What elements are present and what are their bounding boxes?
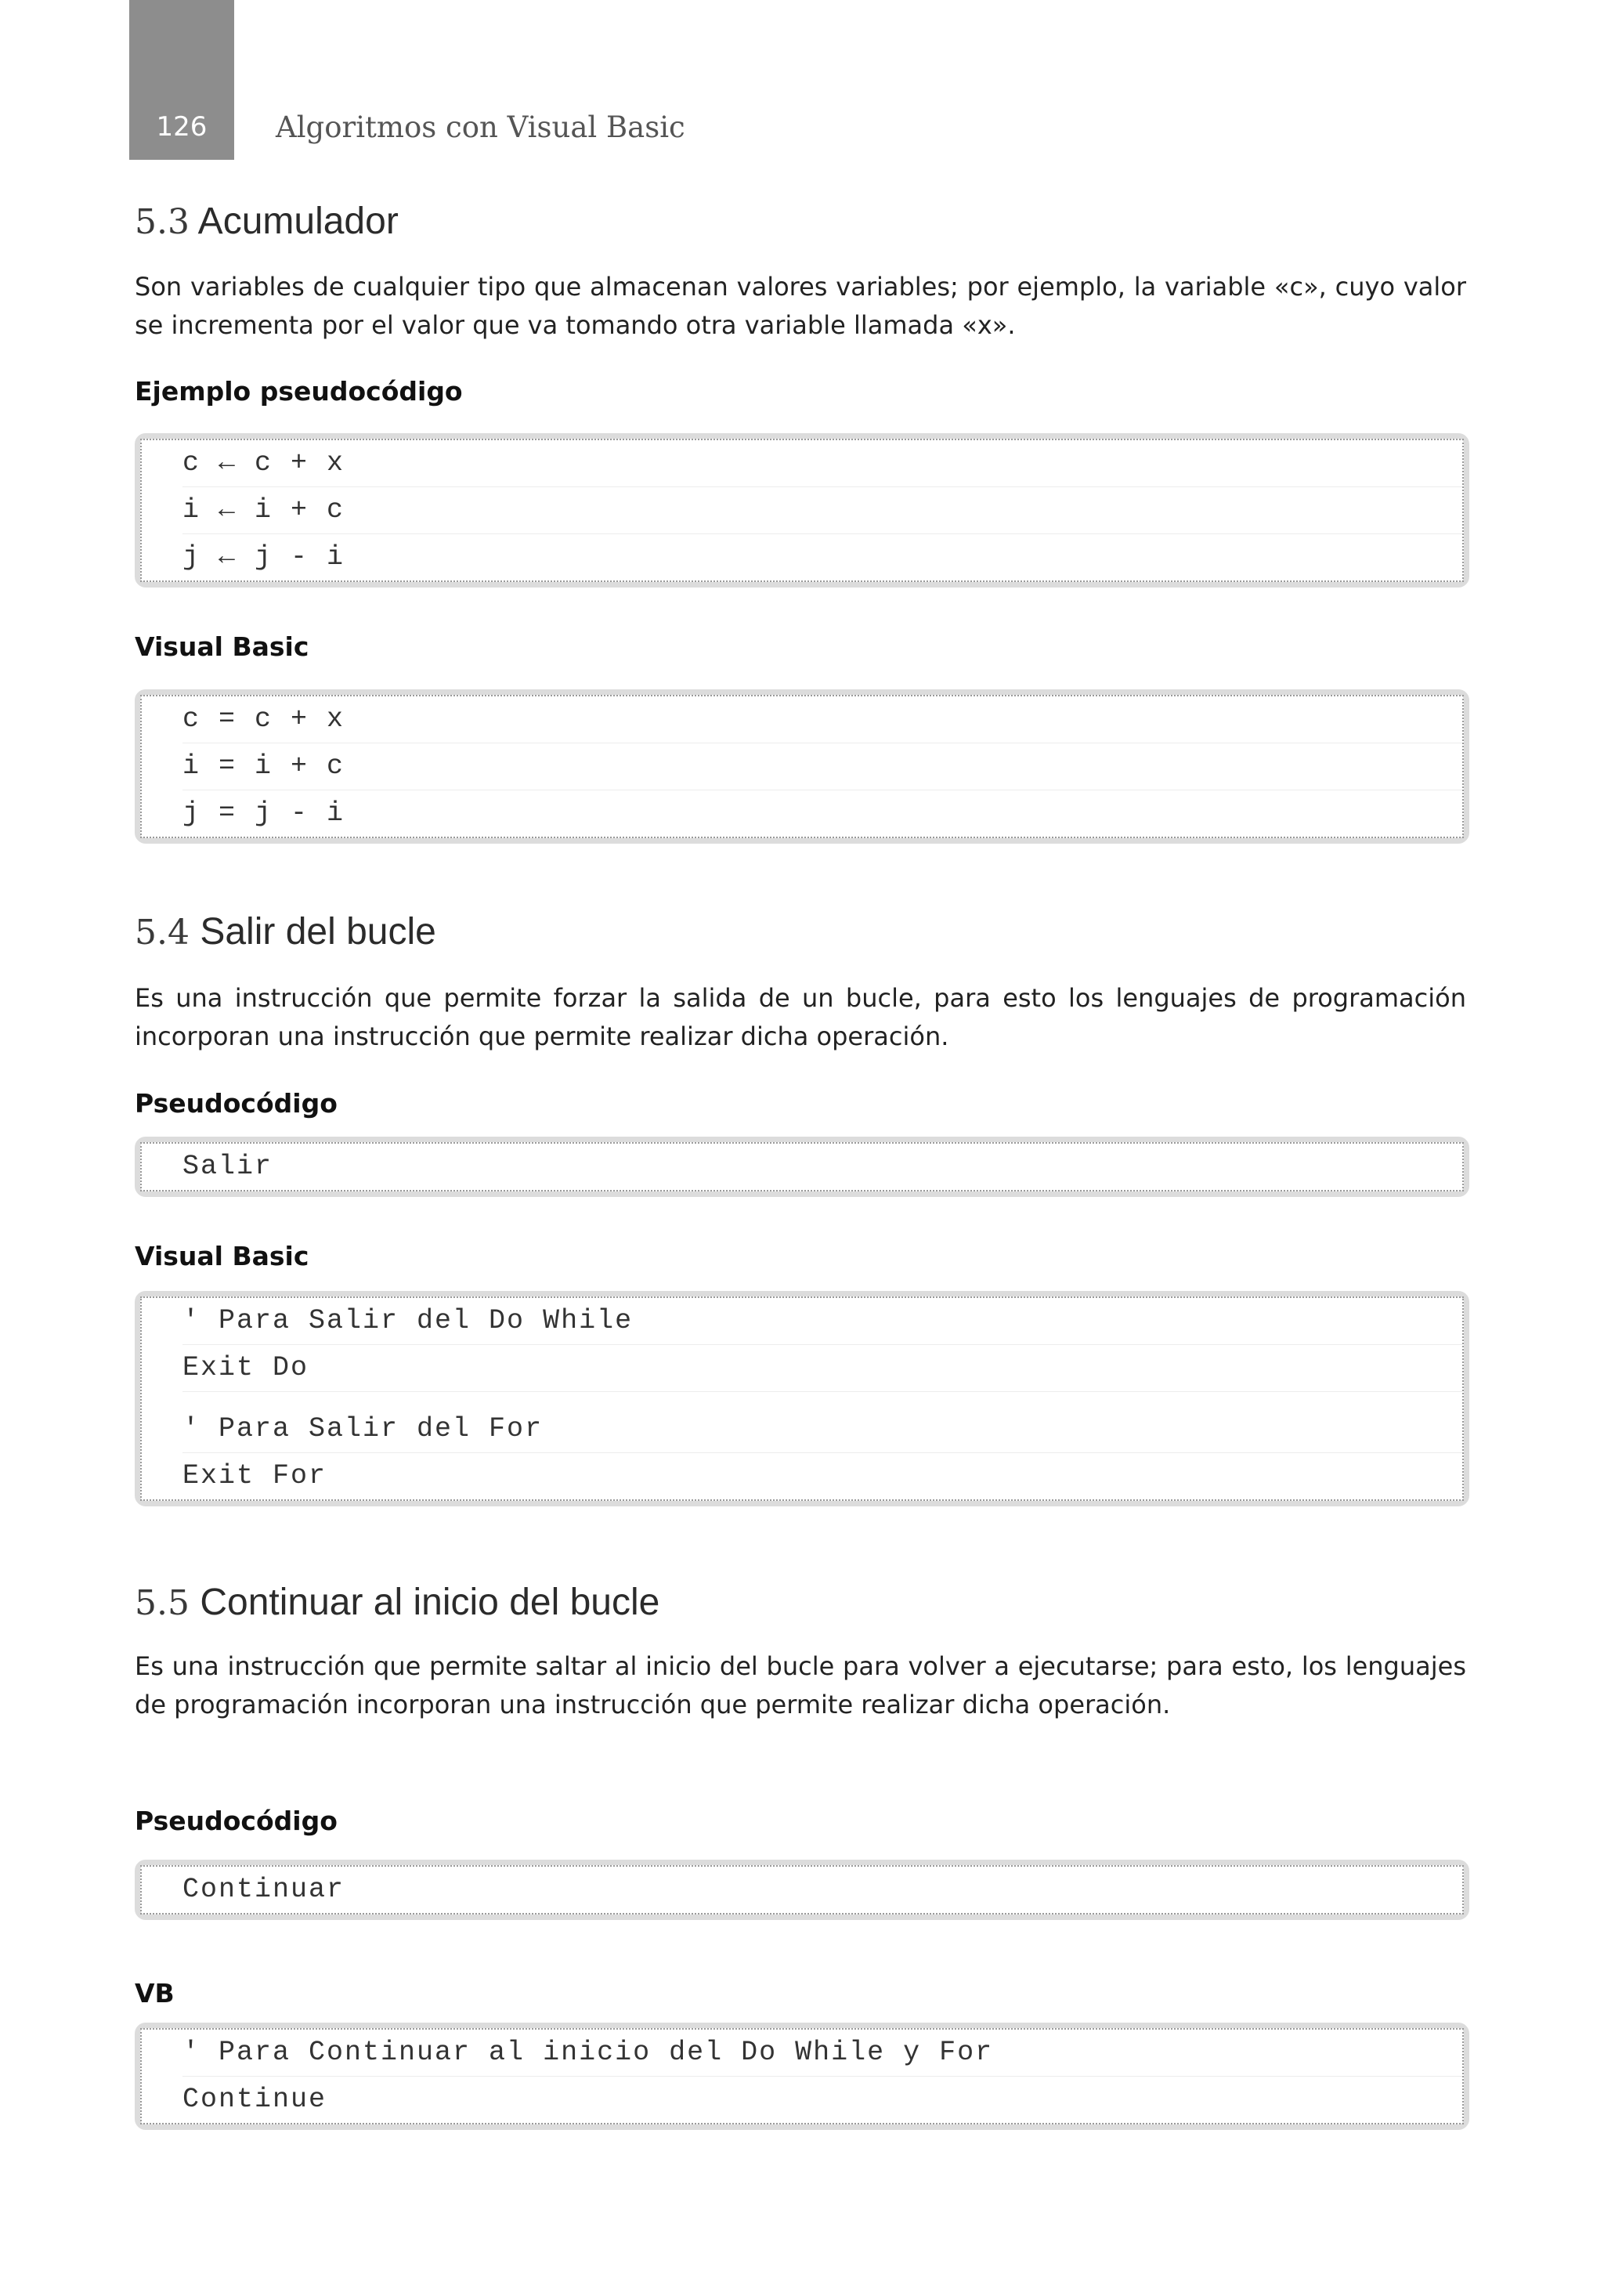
code-line: j = j - i xyxy=(182,797,345,829)
code-line: c = c + x xyxy=(182,696,1462,743)
code-line: Exit Do xyxy=(182,1345,1462,1392)
code-block-visual-basic xyxy=(135,2023,1469,2130)
code-line: Continue xyxy=(182,2084,327,2115)
code-line: Salir xyxy=(182,1151,273,1182)
section-heading-5-4 xyxy=(135,910,436,953)
code-block-pseudocode xyxy=(135,1137,1469,1197)
code-line: j ← j - i xyxy=(182,541,345,573)
section-title: Salir del bucle xyxy=(200,911,436,953)
code-line: c ← c + x xyxy=(182,440,1462,487)
section-number: 5.4 xyxy=(135,913,190,953)
code-block-visual-basic xyxy=(135,1291,1469,1506)
code-label: VB xyxy=(135,1978,175,2009)
code-label: Visual Basic xyxy=(135,631,309,662)
page-number: 126 xyxy=(156,111,208,143)
code-block-visual-basic xyxy=(135,689,1469,844)
code-line: ' Para Salir del Do While xyxy=(182,1298,1462,1345)
code-line: Continuar xyxy=(182,1874,345,1905)
code-line: ' Para Continuar al inicio del Do While y For xyxy=(182,2030,1462,2077)
code-line: Exit For xyxy=(182,1460,327,1491)
section-paragraph: Es una instrucción que permite saltar al inicio del bucle para volver a ejecutarse; para esto, los lenguajes de programación incorporan una instrucción que permite realizar dicha operación. xyxy=(135,1651,1466,1719)
code-line: i ← i + c xyxy=(182,487,1462,534)
section-number: 5.5 xyxy=(135,1583,190,1623)
code-line: ' Para Salir del For xyxy=(182,1406,1462,1453)
section-paragraph: Es una instrucción que permite forzar la salida de un bucle, para esto los lenguajes de programación incorporan una instrucción que permite realizar dicha operación. xyxy=(135,983,1466,1051)
section-heading-5-3 xyxy=(135,200,399,243)
section-number: 5.3 xyxy=(135,202,190,242)
code-block-pseudocode xyxy=(135,433,1469,588)
code-label: Ejemplo pseudocódigo xyxy=(135,376,463,407)
running-title: Algoritmos con Visual Basic xyxy=(276,110,685,144)
code-label: Visual Basic xyxy=(135,1241,309,1271)
code-line: i = i + c xyxy=(182,743,1462,790)
section-title: Acumulador xyxy=(197,201,399,242)
code-label: Pseudocódigo xyxy=(135,1088,338,1119)
code-block-pseudocode xyxy=(135,1860,1469,1920)
section-title: Continuar al inicio del bucle xyxy=(200,1582,660,1623)
code-label: Pseudocódigo xyxy=(135,1806,338,1836)
section-heading-5-5 xyxy=(135,1581,659,1624)
section-paragraph: Son variables de cualquier tipo que almacenan valores variables; por ejemplo, la variable «c», cuyo valor se incrementa por el valor que va tomando otra variable llamada «x». xyxy=(135,272,1466,340)
